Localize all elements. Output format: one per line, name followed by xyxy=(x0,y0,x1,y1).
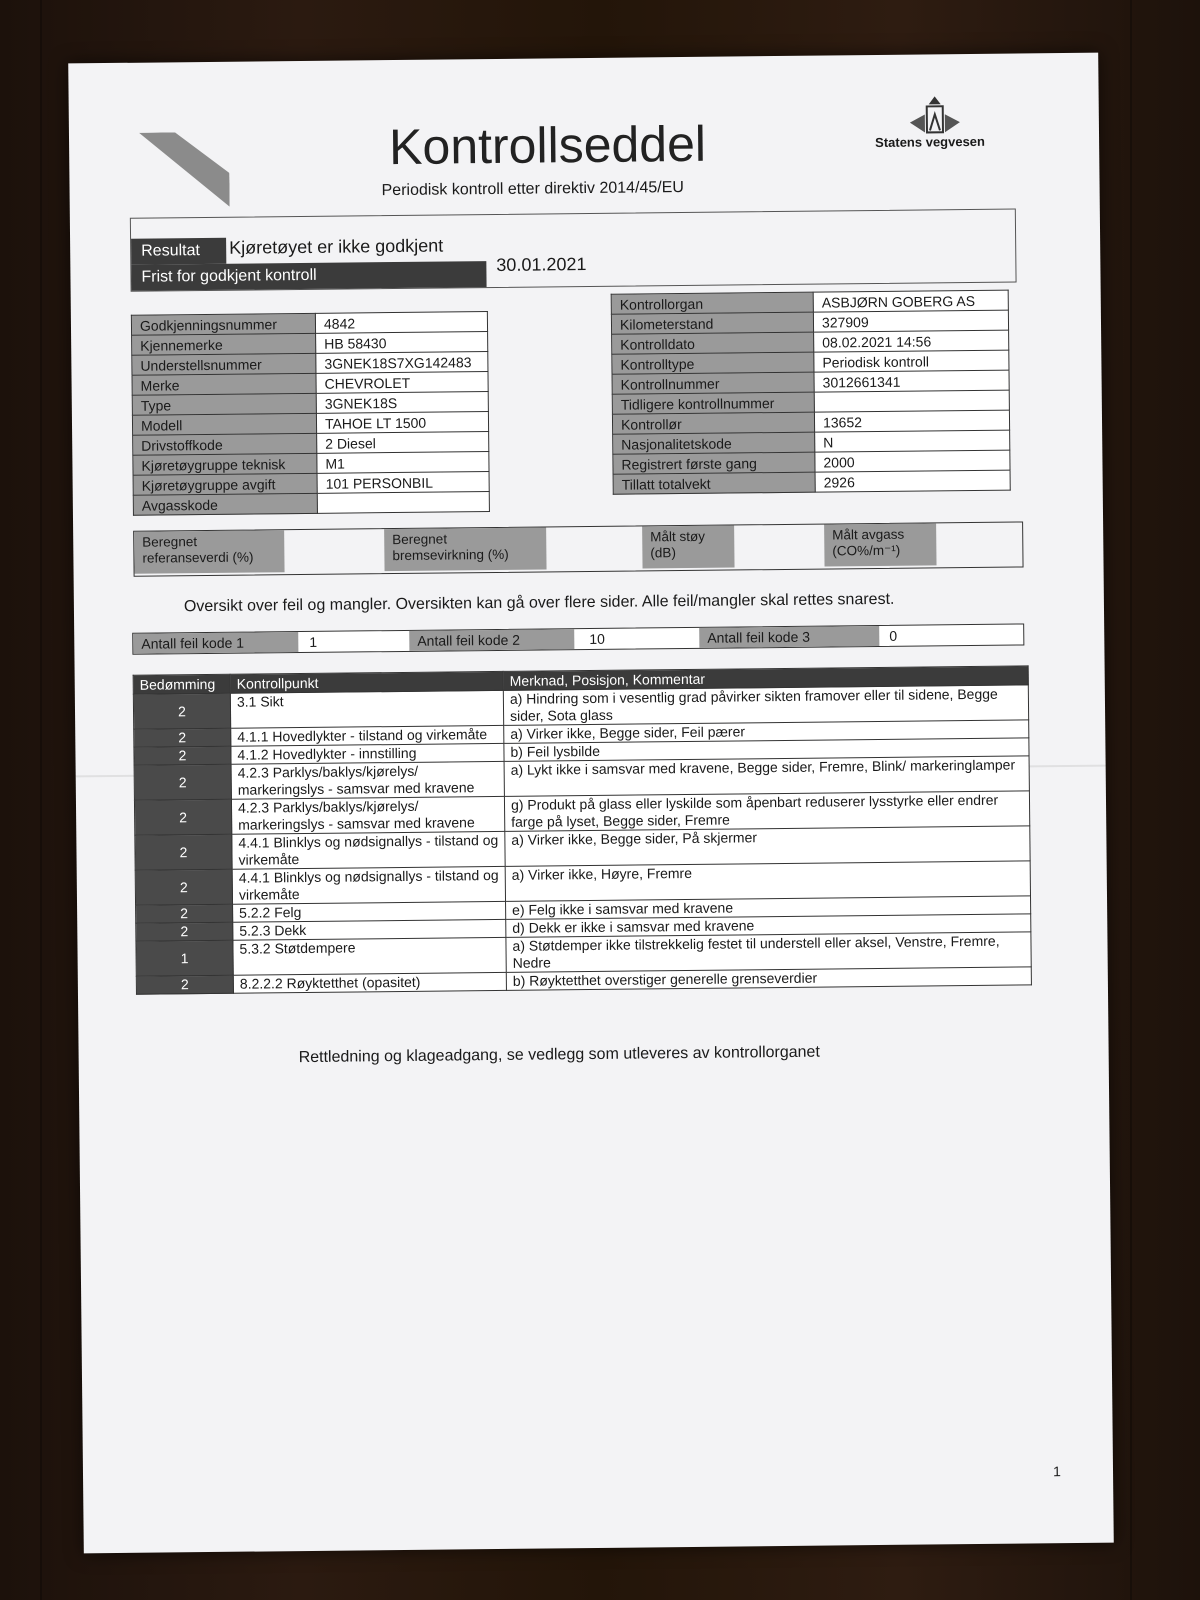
control-info-table xyxy=(611,290,1011,495)
fault-grade: 2 xyxy=(133,693,230,729)
result-label: Resultat xyxy=(131,238,226,265)
fault-point: 8.2.2.2 Røyktetthet (opasitet) xyxy=(233,972,506,993)
field-value: 3012661341 xyxy=(814,370,1009,392)
fault-remark: a) Virker ikke, Begge sider, Feil pærer xyxy=(504,720,1029,743)
fault-grade: 2 xyxy=(135,834,232,870)
inspection-document xyxy=(68,53,1114,1554)
field-value: ASBJØRN GOBERG AS xyxy=(813,290,1008,312)
corner-mark xyxy=(139,132,230,208)
agency-name: Statens vegvesen xyxy=(875,133,986,150)
field-label: Kilometerstand xyxy=(611,312,813,334)
fault-point: 5.2.3 Dekk xyxy=(233,919,506,940)
document-title: Kontrollseddel xyxy=(388,115,707,176)
field-label: Kontrolltype xyxy=(612,352,814,374)
point-header: Kontrollpunkt xyxy=(230,671,503,693)
field-label: Drivstoffkode xyxy=(133,433,317,455)
reference-value-label: Beregnet referanseverdi (%) xyxy=(134,530,284,574)
field-label: Kontrollnummer xyxy=(612,372,814,394)
field-value: 4842 xyxy=(315,312,487,334)
fault-counts xyxy=(132,623,1024,654)
fault-grade: 2 xyxy=(135,869,232,905)
count-code1-label: Antall feil kode 1 xyxy=(133,632,298,654)
field-value: 101 PERSONBIL xyxy=(317,472,489,494)
overview-text: Oversikt over feil og mangler. Oversikten kan gå over flere sider. Alle feil/mangler skal rettes snarest. xyxy=(183,590,895,616)
field-value: 3GNEK18S xyxy=(316,392,488,414)
field-label: Tidligere kontrollnummer xyxy=(612,392,814,414)
fault-grade: 2 xyxy=(136,922,233,941)
fault-remark: a) Virker ikke, Begge sider, På skjermer xyxy=(505,826,1030,866)
field-label: Type xyxy=(132,393,316,415)
deadline-value: 30.01.2021 xyxy=(496,254,587,275)
field-value xyxy=(814,390,1009,412)
fault-remark: a) Lykt ikke i samsvar med kravene, Begge sider, Fremre, Blink/ markeringlamper xyxy=(504,756,1029,796)
remark-header: Merknad, Posisjon, Kommentar xyxy=(503,666,1028,690)
fault-point: 4.2.3 Parklys/baklys/kjørelys/ markeringslys - samsvar med kravene xyxy=(231,796,504,834)
field-value: HB 58430 xyxy=(316,332,488,354)
field-label: Nasjonalitetskode xyxy=(613,432,815,454)
field-value: TAHOE LT 1500 xyxy=(316,412,488,434)
field-value: 2 Diesel xyxy=(317,432,489,454)
count-code3-value: 0 xyxy=(889,627,898,644)
control-info-row xyxy=(613,470,1010,494)
field-value: 2926 xyxy=(815,470,1010,492)
faults-table xyxy=(133,665,1032,994)
fault-point: 3.1 Sikt xyxy=(230,690,503,728)
field-value: M1 xyxy=(317,452,489,474)
vehicle-info-table xyxy=(131,311,490,516)
field-label: Kjøretøygruppe teknisk xyxy=(133,453,317,475)
grade-header: Bedømming xyxy=(133,674,230,694)
field-label: Kontrollør xyxy=(612,412,814,434)
field-label: Avgasskode xyxy=(133,493,317,515)
fault-grade: 2 xyxy=(136,904,233,923)
fault-remark: a) Hindring som i vesentlig grad påvirker sikten framover eller til sidene, Begge sider, Sota glass xyxy=(503,685,1028,725)
fault-point: 4.4.1 Blinklys og nødsignallys - tilstand og virkemåte xyxy=(232,831,505,869)
fault-point: 4.1.2 Hovedlykter - innstilling xyxy=(231,743,504,764)
result-value: Kjøretøyet er ikke godkjent xyxy=(229,235,444,258)
brake-effect-label: Beregnet bremsevirkning (%) xyxy=(384,527,546,571)
fault-remark: b) Røyktetthet overstiger generelle grenseverdier xyxy=(506,967,1031,990)
fault-remark: a) Støtdemper ikke tilstrekkelig festet til understell eller aksel, Venstre, Fremre, Nedre xyxy=(506,932,1031,972)
deadline-label: Frist for godkjent kontroll xyxy=(131,261,486,291)
fault-grade: 2 xyxy=(134,764,231,800)
field-value: N xyxy=(815,430,1010,452)
fault-remark: a) Virker ikke, Høyre, Fremre xyxy=(505,861,1030,901)
field-value xyxy=(317,492,489,514)
count-code2-label: Antall feil kode 2 xyxy=(409,629,574,651)
vehicle-info-row xyxy=(133,492,489,516)
fault-remark: e) Felg ikke i samsvar med kravene xyxy=(506,896,1031,919)
field-label: Tillatt totalvekt xyxy=(613,472,815,494)
field-label: Modell xyxy=(132,413,316,435)
fault-grade: 2 xyxy=(134,746,231,765)
field-value: Periodisk kontroll xyxy=(814,350,1009,372)
count-code3-label: Antall feil kode 3 xyxy=(699,626,879,648)
field-label: Kontrolldato xyxy=(612,332,814,354)
exhaust-label: Målt avgass (CO%/m⁻¹) xyxy=(824,523,936,566)
field-value: 13652 xyxy=(814,410,1009,432)
fault-grade: 2 xyxy=(134,728,231,747)
count-code2-value: 10 xyxy=(589,630,605,648)
fault-grade: 2 xyxy=(136,975,233,994)
fault-point: 4.1.1 Hovedlykter - tilstand og virkemåte xyxy=(231,725,504,746)
page-number: 1 xyxy=(1052,1463,1061,1480)
count-code1-value: 1 xyxy=(309,633,318,650)
guidance-text: Rettledning og klageadgang, se vedlegg som utleveres av kontrollorganet xyxy=(298,1043,820,1067)
field-label: Kjennemerke xyxy=(132,333,316,355)
field-label: Registrert første gang xyxy=(613,452,815,474)
fault-point: 4.4.1 Blinklys og nødsignallys - tilstand og virkemåte xyxy=(232,866,505,904)
fault-remark: d) Dekk er ikke i samsvar med kravene xyxy=(506,914,1031,937)
field-label: Kontrollorgan xyxy=(611,292,813,314)
fault-remark: b) Feil lysbilde xyxy=(504,738,1029,761)
fault-grade: 2 xyxy=(134,799,231,835)
field-value: 327909 xyxy=(813,310,1008,332)
field-label: Godkjenningsnummer xyxy=(131,313,315,335)
fault-point: 5.3.2 Støtdempere xyxy=(233,937,506,975)
field-label: Kjøretøygruppe avgift xyxy=(133,473,317,495)
field-label: Merke xyxy=(132,373,316,395)
field-value: 2000 xyxy=(815,450,1010,472)
noise-label: Målt støy (dB) xyxy=(642,525,734,568)
field-label: Understellsnummer xyxy=(132,353,316,375)
document-subtitle: Periodisk kontroll etter direktiv 2014/45/EU xyxy=(381,178,685,200)
field-value: 08.02.2021 14:56 xyxy=(814,330,1009,352)
fault-point: 5.2.2 Felg xyxy=(233,901,506,922)
fault-remark: g) Produkt på glass eller lyskilde som åpenbart reduserer lysstyrke eller endrer farge på lyset, Begge sider, Fremre xyxy=(504,791,1029,831)
field-value: 3GNEK18S7XG142483 xyxy=(316,352,488,374)
fault-point: 4.2.3 Parklys/baklys/kjørelys/ markeringslys - samsvar med kravene xyxy=(231,761,504,799)
field-value: CHEVROLET xyxy=(316,372,488,394)
result-box xyxy=(130,209,1017,292)
fault-grade: 1 xyxy=(136,940,233,976)
measurements-box xyxy=(133,521,1023,576)
